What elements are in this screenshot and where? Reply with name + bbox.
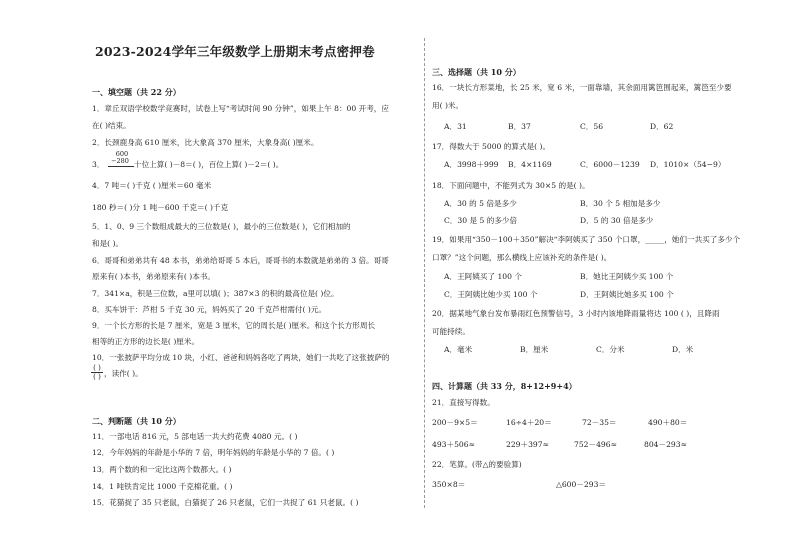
question-18-option-b: B．30 个 5 相加是多少	[580, 199, 661, 208]
question-17: 17．得数大于 5000 的算式是( )。	[432, 142, 551, 151]
question-20-option-b: B．厘米	[520, 345, 549, 354]
question-20-line-2: 可能持续。	[432, 327, 470, 336]
section-true-false: 二、判断题（共 10 分）	[92, 416, 181, 426]
calc-item: 229＋397≈	[506, 440, 549, 449]
question-9-line-2: 相等的正方形的边长是( )厘米。	[92, 337, 200, 346]
question-6-line-1: 6．哥哥和弟弟共有 48 本书，弟弟给哥哥 5 本后，哥哥书的本数就是弟弟的 3 倍。哥哥	[92, 256, 389, 265]
question-19-line-2: 口罩？”这个问题，那么横线上应该补充的条件是( )。	[432, 253, 612, 262]
question-17-option-c: C．6000－1239	[580, 160, 640, 169]
question-1-line-1: 1．章丘双语学校数学竞赛时，试卷上写“考试时间 90 分钟”，如果上午 8：00 开考，应	[92, 104, 389, 113]
question-19-option-b: B．她比王阿姨少买 100 个	[580, 272, 674, 281]
question-3-prefix: 3．	[92, 160, 105, 169]
question-18-option-d: D．5 的 30 倍是多少	[580, 216, 654, 225]
question-10-tail: ，读作( )。	[104, 369, 143, 378]
question-17-option-d: D．1010×（54−9）	[650, 160, 726, 169]
question-19-option-c: C．王阿姨比她少买 100 个	[444, 290, 538, 299]
question-3-bar	[108, 166, 134, 167]
page-title: 2023-2024学年三年级数学上册期末考点密押卷	[95, 44, 375, 59]
question-2: 2．长颈鹿身高 610 厘米，比大象高 370 厘米，大象身高( )厘米。	[92, 138, 319, 147]
question-7: 7．341×a，积是三位数，a里可以填( )；387×3 的积的最高位是( )位。	[92, 289, 339, 298]
column-divider	[424, 38, 425, 508]
question-3-minuend: 600	[115, 150, 129, 158]
calc-item: 493＋506≈	[432, 440, 475, 449]
question-18-option-a: A．30 的 5 倍是多少	[444, 199, 517, 208]
section-calculation: 四、计算题（共 33 分，8+12+9+4）	[432, 381, 577, 391]
question-14: 14．1 吨铁肯定比 1000 千克棉花重。( )	[92, 482, 233, 491]
question-16-option-a: A．31	[444, 122, 467, 131]
question-22: 22．笔算。(带△的要验算)	[432, 460, 522, 469]
question-4: 4．7 吨＝( )千克 ( )厘米＝60 毫米	[92, 181, 212, 190]
question-1-line-2: 在( )结束。	[92, 121, 131, 130]
question-18: 18．下面问题中，不能列式为 30×5 的是( )。	[432, 181, 590, 190]
vertical-calc-item: 350×8＝	[432, 480, 466, 489]
question-19-option-d: D．王阿姨比她多买 100 个	[580, 290, 674, 299]
question-15: 15．花猫捉了 35 只老鼠，白猫捉了 26 只老鼠，它们一共捉了 61 只老鼠。( )	[92, 498, 359, 507]
question-10-denominator: ( )	[93, 373, 101, 381]
calc-item: 72－35＝	[582, 418, 617, 427]
question-10-numerator: ( )	[93, 364, 101, 372]
question-8: 8．买车饼干：芦柑 5 千克 30 元，妈妈买了 20 千克芦柑需付( )元。	[92, 305, 327, 314]
question-16-option-c: C．56	[580, 122, 604, 131]
question-3: 十位上算( )－8＝( )，百位上算( )－2＝( )。	[134, 160, 284, 169]
question-6-line-2: 原来有( )本书，弟弟原来有( )本书。	[92, 272, 215, 281]
question-20-option-d: D．米	[672, 345, 694, 354]
question-16-option-d: D．62	[650, 122, 674, 131]
question-16-line-1: 16．一块长方形菜地，长 25 米，宽 6 米，一面靠墙，其余面用篱笆围起来，篱笆至少要	[432, 83, 732, 92]
question-13: 13．两个数的和一定比这两个数都大。( )	[92, 465, 232, 474]
section-choice: 三、选择题（共 10 分）	[432, 67, 521, 77]
calc-item: 752－496≈	[574, 440, 617, 449]
calc-item: 804－293≈	[644, 440, 687, 449]
question-12: 12．今年妈妈的年龄是小华的 7 倍，明年妈妈的年龄是小华的 7 倍。( )	[92, 448, 335, 457]
question-20-option-a: A．毫米	[444, 345, 473, 354]
question-10: 10．一张披萨平均分成 10 块，小红、爸爸和妈妈各吃了两块，她们一共吃了这张披萨的	[92, 353, 390, 362]
vertical-calc-item: △600－293＝	[556, 480, 607, 489]
question-20-line-1: 20．据某地气象台发布暴雨红色预警信号，3 小时内该地降雨量将达 100 ( )，且降雨	[432, 309, 720, 318]
question-20-option-c: C．分米	[596, 345, 625, 354]
question-16-option-b: B．37	[508, 122, 531, 131]
question-3-subtrahend: −280	[111, 157, 129, 165]
question-17-option-a: A．3998＋999	[444, 160, 499, 169]
section-fill-in: 一、填空题（共 22 分）	[92, 87, 181, 97]
question-11: 11．一部电话 816 元，5 部电话一共大约花费 4080 元。( )	[92, 432, 298, 441]
question-9-line-1: 9．一个长方形的长是 7 厘米，宽是 3 厘米，它的周长是( )厘米。和这个长方形周长	[92, 321, 376, 330]
question-19-option-a: A．王阿姨买了 100 个	[444, 272, 522, 281]
question-18-option-c: C．30 是 5 的多少倍	[444, 216, 518, 225]
question-21: 21．直接写得数。	[432, 398, 495, 407]
question-16-line-2: 用( )米。	[432, 101, 464, 110]
question-5-line-1: 5．1、0、9 三个数组成最大的三位数是( )，最小的三位数是( )，它们相加的	[92, 222, 351, 231]
question-17-option-b: B．4×1169	[508, 160, 552, 169]
calc-item: 490＋80＝	[648, 418, 688, 427]
question-5-line-2: 和是( )。	[92, 239, 124, 248]
question-4-line-2: 180 秒＝( )分 1 吨－600 千克＝( )千克	[92, 203, 229, 212]
calc-item: 16÷4＋20＝	[506, 418, 552, 427]
question-19-line-1: 19．如果用“350－100＋350”解决“李阿姨买了 350 个口罩，_____，她们一共买了多少个	[432, 235, 741, 244]
calc-item: 200－9×5＝	[432, 418, 478, 427]
